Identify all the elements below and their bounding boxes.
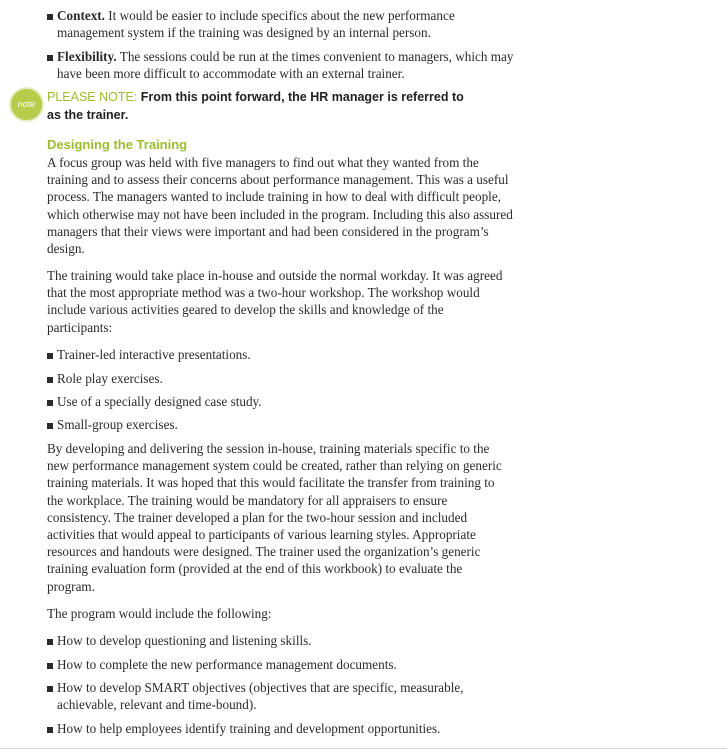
bullet-lead: Flexibility. — [57, 49, 117, 64]
bullet-square-icon — [47, 400, 53, 406]
page-bottom-divider — [0, 748, 727, 749]
please-note — [47, 88, 467, 124]
note-label: PLEASE NOTE: — [47, 90, 138, 104]
note-icon — [9, 87, 44, 122]
bullet-square-icon — [47, 423, 53, 429]
bullet-square-icon — [47, 55, 53, 61]
bullet-square-icon — [47, 639, 53, 645]
bullet-square-icon — [47, 353, 53, 359]
list-item: Small-group exercises. — [47, 416, 527, 433]
list-item: How to develop SMART objectives (objectives that are specific, measurable, achievable, relevant and time-bound). — [47, 679, 487, 713]
bullet-body: It would be easier to include specifics about the new performance management system if the training was designed by an internal person. — [57, 8, 455, 41]
list-item: Trainer-led interactive presentations. — [47, 346, 527, 363]
note-text: From this point forward, the HR manager is referred to as the trainer. — [47, 90, 464, 122]
bullet-context — [47, 7, 487, 41]
bullet-lead: Context. — [57, 8, 105, 23]
section-heading: Designing the Training — [47, 137, 188, 152]
list-item: How to develop questioning and listening skills. — [47, 632, 527, 649]
bullet-flexibility — [47, 48, 517, 82]
paragraph-workshop: The training would take place in-house and outside the normal workday. It was agreed that the most appropriate method was a two-hour workshop. The workshop would include various activities geared to develop the skills and knowledge of the participants: — [47, 268, 503, 335]
bullet-square-icon — [47, 663, 53, 669]
bullet-square-icon — [47, 727, 53, 733]
paragraph-focus-group: A focus group was held with five managers to find out what they wanted from the training and to assess their concerns about performance management. This was a useful process. The managers wanted to include training in how to deal with difficult people, which otherwise may not have been included in the program. Including this also assured managers that their views were important and had been considered in the program’s design. — [47, 155, 513, 257]
note-icon-label: note — [17, 99, 36, 109]
list-item: How to help employees identify training and development opportunities. — [47, 720, 527, 737]
bullet-square-icon — [47, 686, 53, 692]
list-item: Use of a specially designed case study. — [47, 393, 527, 410]
list-item: How to complete the new performance management documents. — [47, 656, 527, 673]
paragraph-in-house: By developing and delivering the session in-house, training materials specific to the new performance management system could be created, rather than relying on generic training materials. It was hoped that this would facilitate the transfer from training to the workplace. The training would be mandatory for all appraisers to ensure consistency. The trainer developed a plan for the two-hour session and included activities that would appeal to participants of various learning styles. Appropriate resources and handouts were designed. The trainer used the organization’s generic training evaluation form (provided at the end of this workbook) to evaluate the program. — [47, 441, 502, 594]
bullet-body: The sessions could be run at the times convenient to managers, which may have been more difficult to accommodate with an external trainer. — [57, 49, 514, 82]
bullet-square-icon — [47, 377, 53, 383]
bullet-square-icon — [47, 14, 53, 20]
paragraph-program-intro: The program would include the following: — [47, 606, 272, 621]
list-item: Role play exercises. — [47, 370, 527, 387]
